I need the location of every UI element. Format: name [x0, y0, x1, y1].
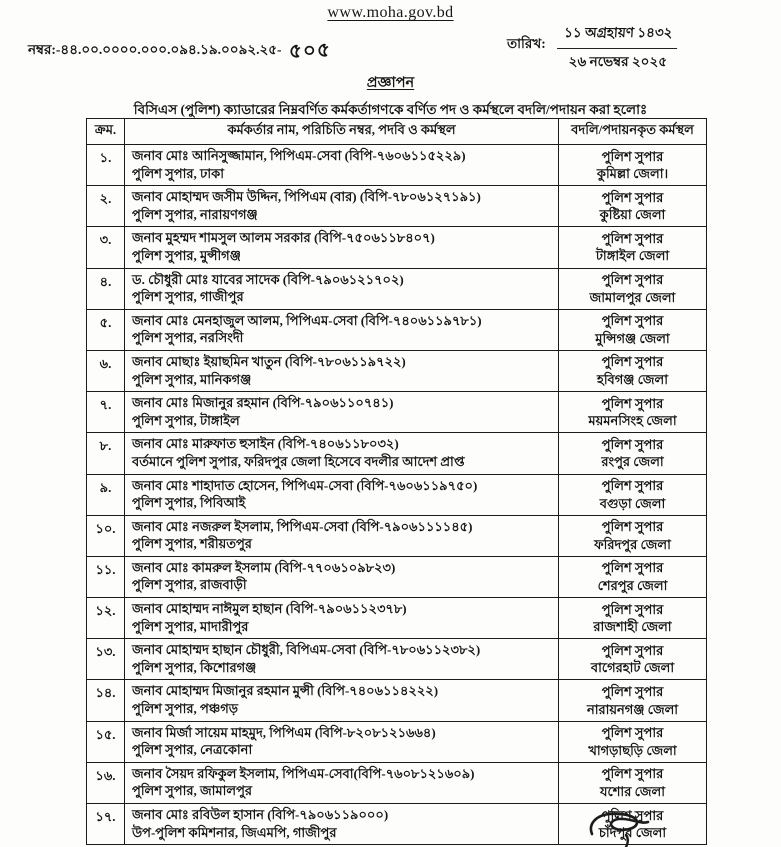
- table-row: [87, 556, 707, 597]
- table-row: [87, 680, 707, 721]
- new-posting-cell: [559, 350, 707, 391]
- officer-post-line: পুলিশ সুপার, টাঙ্গাইল: [132, 412, 240, 428]
- date-bangla-calendar: ১১ অগ্রহায়ণ ১৪৩২: [557, 22, 679, 49]
- serial-number: ৩.: [87, 227, 125, 268]
- officer-post-line: বর্তমানে পুলিশ সুপার, ফরিদপুর জেলা হিসেবে বদলীর আদেশ প্রাপ্ত: [132, 453, 465, 469]
- new-posting-cell: [559, 268, 707, 309]
- date-fraction: [558, 22, 678, 74]
- officer-name-line: জনাব মোঃ নজরুল ইসলাম, পিপিএম-সেবা (বিপি-৭৯০৬১১১১৪৫): [132, 518, 473, 534]
- new-post-station: রাজশাহী জেলা: [593, 619, 672, 635]
- serial-number: ১২.: [87, 598, 125, 639]
- new-post-title: পুলিশ সুপার: [601, 395, 664, 411]
- memo-number-handwritten: ৫০৫: [288, 39, 331, 63]
- new-post-station: খাগড়াছড়ি জেলা: [588, 742, 677, 758]
- new-post-station: বাগেরহাট জেলা: [590, 660, 675, 676]
- officer-post-line: পুলিশ সুপার, মানিকগঞ্জ: [132, 371, 252, 387]
- officer-name-line: জনাব মোঃ মারুফাত হুসাইন (বিপি-৭৪০৬১১৮০৩২): [132, 436, 399, 452]
- new-posting-cell: [559, 145, 707, 186]
- new-post-station: হবিগঞ্জ জেলা: [596, 372, 669, 388]
- new-post-station: জামালপুর জেলা: [589, 289, 676, 305]
- serial-number: ১.: [87, 145, 125, 186]
- new-posting-cell: [559, 680, 707, 721]
- officer-post-line: পুলিশ সুপার, পঞ্চগড়: [132, 701, 238, 717]
- officer-name-line: ড. চৌধুরী মোঃ যাবের সাদেক (বিপি-৭৯০৬১২১৭০২): [132, 271, 404, 287]
- new-posting-cell: [559, 762, 707, 803]
- new-posting-cell: [559, 227, 707, 268]
- website-url: www.moha.gov.bd: [327, 4, 454, 21]
- table-row: [87, 598, 707, 639]
- new-post-station: যশোর জেলা: [600, 783, 665, 799]
- officer-name-line: জনাব সৈয়দ রফিকুল ইসলাম, পিপিএম-সেবা(বিপি-৭৬০৮১২১৬০৯): [132, 765, 475, 781]
- officer-post-line: পুলিশ সুপার, কিশোরগঞ্জ: [132, 659, 257, 675]
- table-row: [87, 268, 707, 309]
- officer-name-line: জনাব মোহাম্মদ মিজানুর রহমান মুন্সী (বিপি-৭৪০৬১১৪২২২): [132, 683, 439, 699]
- officer-name-line: জনাব মোঃ কামরুল ইসলাম (বিপি-৭৭০৬১০৯৮২৩): [132, 559, 396, 575]
- table-row: [87, 186, 707, 227]
- officer-post-line: পুলিশ সুপার, নেত্রকোনা: [132, 742, 253, 758]
- officer-name-line: জনাব মোঃ রবিউল হাসান (বিপি-৭৯০৬১১৯০০০): [132, 807, 389, 822]
- intro-line: বিসিএস (পুলিশ) ক্যাডারের নিম্নবর্ণিত কর্মকর্তাগণকে বর্ণিত পদ ও কর্মস্থলে বদলি/পদায়ন করা হলোঃ: [133, 102, 648, 117]
- officer-name-line: জনাব মোহাম্মদ হাছান চৌধুরী, বিপিএম-সেবা (বিপি-৭৮০৬১১২৩৮২): [132, 642, 481, 658]
- table-row: [87, 433, 707, 474]
- table-row: [87, 392, 707, 433]
- officer-post-line: পুলিশ সুপার, শরীয়তপুর: [132, 536, 252, 552]
- officer-name-line: জনাব মোঃ মেনহাজুল আলম, পিপিএম-সেবা (বিপি-৭৪০৬১১৯৭৮১): [132, 312, 482, 328]
- header-serial: ক্রম.: [87, 119, 125, 145]
- table-header-row: [87, 119, 707, 145]
- officer-post-line: পুলিশ সুপার, মাদারীপুর: [132, 618, 249, 634]
- serial-number: ১৫.: [87, 721, 125, 762]
- new-post-station: বগুড়া জেলা: [599, 495, 666, 511]
- officer-name-line: জনাব মোছাঃ ইয়াছমিন খাতুন (বিপি-৭৮০৬১১৯৭২২): [132, 353, 406, 369]
- serial-number: ৮.: [87, 433, 125, 474]
- signature-scribble: [586, 810, 672, 847]
- table-row: [87, 762, 707, 803]
- table-row: [87, 309, 707, 350]
- officer-name-line: জনাব মোঃ মিজানুর রহমান (বিপি-৭৯০৬১১০৭৪১): [132, 395, 394, 411]
- new-post-title: পুলিশ সুপার: [601, 230, 664, 246]
- new-post-title: পুলিশ সুপার: [601, 148, 664, 164]
- officer-details-cell: [125, 680, 559, 721]
- new-posting-cell: [559, 515, 707, 556]
- officer-details-cell: [125, 721, 559, 762]
- new-post-station: ময়মনসিংহ জেলা: [588, 413, 677, 429]
- new-post-title: পুলিশ সুপার: [601, 683, 664, 699]
- new-post-station: মুন্সিগঞ্জ জেলা: [595, 330, 670, 346]
- officer-name-line: জনাব মোঃ শাহাদাত হোসেন, পিপিএম-সেবা (বিপি-৭৬০৬১১৯৭৫০): [132, 477, 478, 493]
- officer-details-cell: [125, 309, 559, 350]
- officer-name-line: জনাব মির্জা সায়েম মাহমুদ, পিপিএম (বিপি-৮২০৮১২১৬৬৪): [132, 724, 436, 740]
- officer-details-cell: [125, 762, 559, 803]
- new-post-title: পুলিশ সুপার: [601, 642, 664, 658]
- officer-post-line: পুলিশ সুপার, পিবিআই: [132, 495, 246, 511]
- new-post-title: পুলিশ সুপার: [601, 478, 664, 493]
- new-posting-cell: [559, 639, 707, 680]
- serial-number: ৫.: [87, 309, 125, 350]
- new-post-title: পুলিশ সুপার: [601, 189, 664, 205]
- new-post-station: নারায়নগঞ্জ জেলা: [586, 701, 679, 717]
- date-block: [507, 22, 678, 74]
- new-posting-cell: [559, 309, 707, 350]
- officer-details-cell: [125, 186, 559, 227]
- officer-name-line: জনাব মোহাম্মদ নাঈমুল হাছান (বিপি-৭৯০৬১১২৩৭৮): [132, 601, 407, 617]
- new-post-station: টাঙ্গাইল জেলা: [595, 248, 670, 264]
- serial-number: ১০.: [87, 515, 125, 556]
- new-posting-cell: [559, 556, 707, 597]
- serial-number: ১১.: [87, 556, 125, 597]
- notification-title: প্রজ্ঞাপন: [366, 75, 415, 91]
- officer-details-cell: [125, 145, 559, 186]
- date-label: তারিখ:: [507, 36, 546, 51]
- officer-post-line: পুলিশ সুপার, গাজীপুর: [132, 289, 244, 305]
- header-new-posting: বদলি/পদায়নকৃত কর্মস্থল: [559, 119, 707, 145]
- memo-number-printed: নম্বর:-৪৪.০০.০০০০.০০০.০৯৪.১৯.০০৯২.২৫-: [28, 42, 282, 57]
- officer-details-cell: [125, 433, 559, 474]
- officer-details-cell: [125, 515, 559, 556]
- serial-number: ১৬.: [87, 762, 125, 803]
- new-posting-cell: [559, 474, 707, 515]
- new-post-station: কুমিল্লা জেলা।: [596, 166, 669, 182]
- new-post-title: পুলিশ সুপার: [601, 766, 664, 782]
- serial-number: ৭.: [87, 392, 125, 433]
- officer-post-line: পুলিশ সুপার, নরসিংদী: [132, 330, 244, 346]
- new-post-title: পুলিশ সুপার: [601, 560, 664, 576]
- officer-details-cell: [125, 639, 559, 680]
- officer-post-line: পুলিশ সুপার, মুন্সীগঞ্জ: [132, 247, 241, 263]
- officer-details-cell: [125, 598, 559, 639]
- table-row: [87, 227, 707, 268]
- new-post-title: পুলিশ সুপার: [601, 436, 664, 452]
- table-row: [87, 474, 707, 515]
- new-post-title: পুলিশ সুপার: [601, 272, 664, 288]
- new-posting-cell: [559, 598, 707, 639]
- officer-details-cell: [125, 556, 559, 597]
- table-row: [87, 721, 707, 762]
- new-posting-cell: [559, 433, 707, 474]
- new-post-title: পুলিশ সুপার: [601, 313, 664, 329]
- officer-post-line: পুলিশ সুপার, ঢাকা: [132, 165, 224, 181]
- officer-post-line: পুলিশ সুপার, জামালপুর: [132, 783, 253, 799]
- memo-number-line: [28, 36, 330, 69]
- new-post-station: রংপুর জেলা: [601, 454, 664, 470]
- officer-details-cell: [125, 268, 559, 309]
- serial-number: ১৪.: [87, 680, 125, 721]
- new-post-station: চাঁদপুর জেলা: [598, 825, 667, 841]
- table-row: [87, 145, 707, 186]
- new-post-title: পুলিশ সুপার: [601, 519, 664, 535]
- table-row: [87, 515, 707, 556]
- serial-number: ৪.: [87, 268, 125, 309]
- officer-details-cell: [125, 227, 559, 268]
- new-post-title: পুলিশ সুপার: [601, 354, 664, 370]
- serial-number: ৯.: [87, 474, 125, 515]
- new-posting-cell: [559, 392, 707, 433]
- new-posting-cell: [559, 721, 707, 762]
- new-post-station: শেরপুর জেলা: [597, 577, 668, 593]
- table-row: [87, 350, 707, 391]
- new-post-title: পুলিশ সুপার: [601, 725, 664, 741]
- table-row: [87, 639, 707, 680]
- officer-name-line: জনাব মোঃ আনিসুজ্জামান, পিপিএম-সেবা (বিপি-৭৬০৬১১৫২২৯): [132, 148, 466, 163]
- officer-name-line: জনাব মোহাম্মদ জসীম উদ্দিন, পিপিএম (বার) (বিপি-৭৮০৬১২৭১৯১): [132, 189, 481, 205]
- serial-number: ২.: [87, 186, 125, 227]
- officer-post-line: পুলিশ সুপার, নারায়ণগঞ্জ: [132, 206, 258, 222]
- serial-number: ৬.: [87, 350, 125, 391]
- serial-number: ১৩.: [87, 639, 125, 680]
- officer-post-line: উপ-পুলিশ কমিশনার, জিএমপি, গাজীপুর: [132, 824, 337, 840]
- new-post-station: কুষ্টিয়া জেলা: [599, 207, 666, 223]
- officer-details-cell: [125, 392, 559, 433]
- new-post-title: পুলিশ সুপার: [601, 807, 664, 823]
- new-posting-cell: [559, 186, 707, 227]
- new-post-title: পুলিশ সুপার: [601, 601, 664, 617]
- officer-details-cell: [125, 350, 559, 391]
- officer-name-line: জনাব মুহম্মদ শামসুল আলম সরকার (বিপি-৭৫০৬১১৮৪০৭): [132, 230, 435, 246]
- officer-details-cell: [125, 804, 559, 845]
- officer-post-line: পুলিশ সুপার, রাজবাড়ী: [132, 577, 247, 593]
- new-post-station: ফরিদপুর জেলা: [594, 536, 671, 552]
- header-officer-details: কর্মকর্তার নাম, পরিচিতি নম্বর, পদবি ও কর্মস্থল: [125, 119, 559, 145]
- serial-number: ১৭.: [87, 804, 125, 845]
- officer-details-cell: [125, 474, 559, 515]
- date-gregorian-calendar: ২৬ নভেম্বর ২০২৫: [568, 54, 667, 69]
- transfer-table: [86, 118, 707, 845]
